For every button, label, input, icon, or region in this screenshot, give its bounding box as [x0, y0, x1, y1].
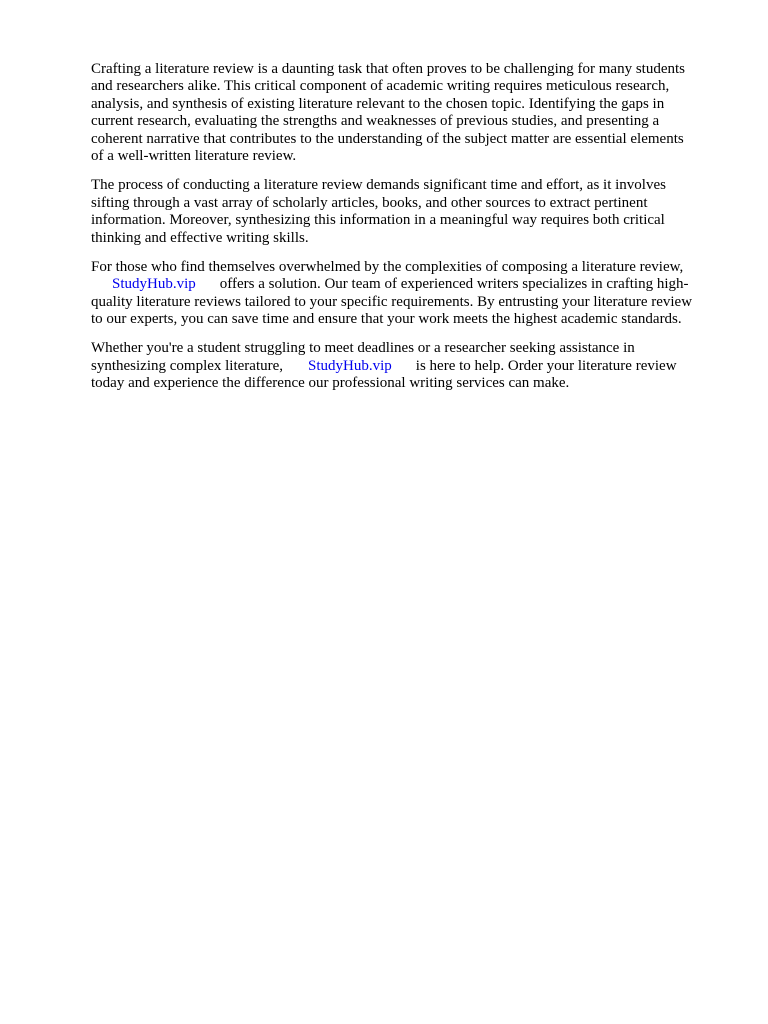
text-segment: synthesizing complex literature, [91, 357, 284, 374]
text-line: of a well-written literature review. [91, 147, 297, 164]
text-segment: offers a solution. Our team of experienced writers specializes in crafting high- [219, 276, 689, 293]
text-line-with-link [91, 358, 716, 375]
text-line: thinking and effective writing skills. [91, 229, 309, 246]
text-line: Crafting a literature review is a daunting task that often proves to be challenging for many students [91, 61, 685, 77]
text-line: For those who find themselves overwhelmed by the complexities of composing a literature review, [91, 258, 684, 275]
text-line: sifting through a vast array of scholarly articles, books, and other sources to extract pertinent [91, 194, 648, 211]
text-line-with-link [91, 276, 716, 293]
paragraph-closing [91, 340, 716, 392]
studyhub-link[interactable]: StudyHub.vip [112, 276, 196, 293]
text-line: quality literature reviews tailored to your specific requirements. By entrusting your literature review [91, 293, 693, 310]
text-segment: is here to help. Order your literature review [415, 357, 677, 374]
text-line: information. Moreover, synthesizing this information in a meaningful way requires both critical [91, 212, 665, 229]
text-line: current research, evaluating the strengths and weaknesses of previous studies, and presenting a [91, 113, 660, 130]
text-line: analysis, and synthesis of existing literature relevant to the chosen topic. Identifying the gaps in [91, 95, 665, 112]
text-line: coherent narrative that contributes to the understanding of the subject matter are essential elements [91, 130, 684, 147]
text-line: and researchers alike. This critical component of academic writing requires meticulous research, [91, 78, 670, 95]
paragraph-intro [91, 61, 716, 165]
text-line: Whether you're a student struggling to meet deadlines or a researcher seeking assistance in [91, 340, 635, 357]
studyhub-link[interactable]: StudyHub.vip [308, 357, 392, 374]
document-page [91, 61, 716, 405]
paragraph-solution [91, 259, 716, 329]
paragraph-process [91, 177, 716, 247]
text-line: The process of conducting a literature review demands significant time and effort, as it involves [91, 177, 666, 194]
text-line: to our experts, you can save time and ensure that your work meets the highest academic standards. [91, 311, 682, 328]
text-line: today and experience the difference our professional writing services can make. [91, 375, 570, 392]
